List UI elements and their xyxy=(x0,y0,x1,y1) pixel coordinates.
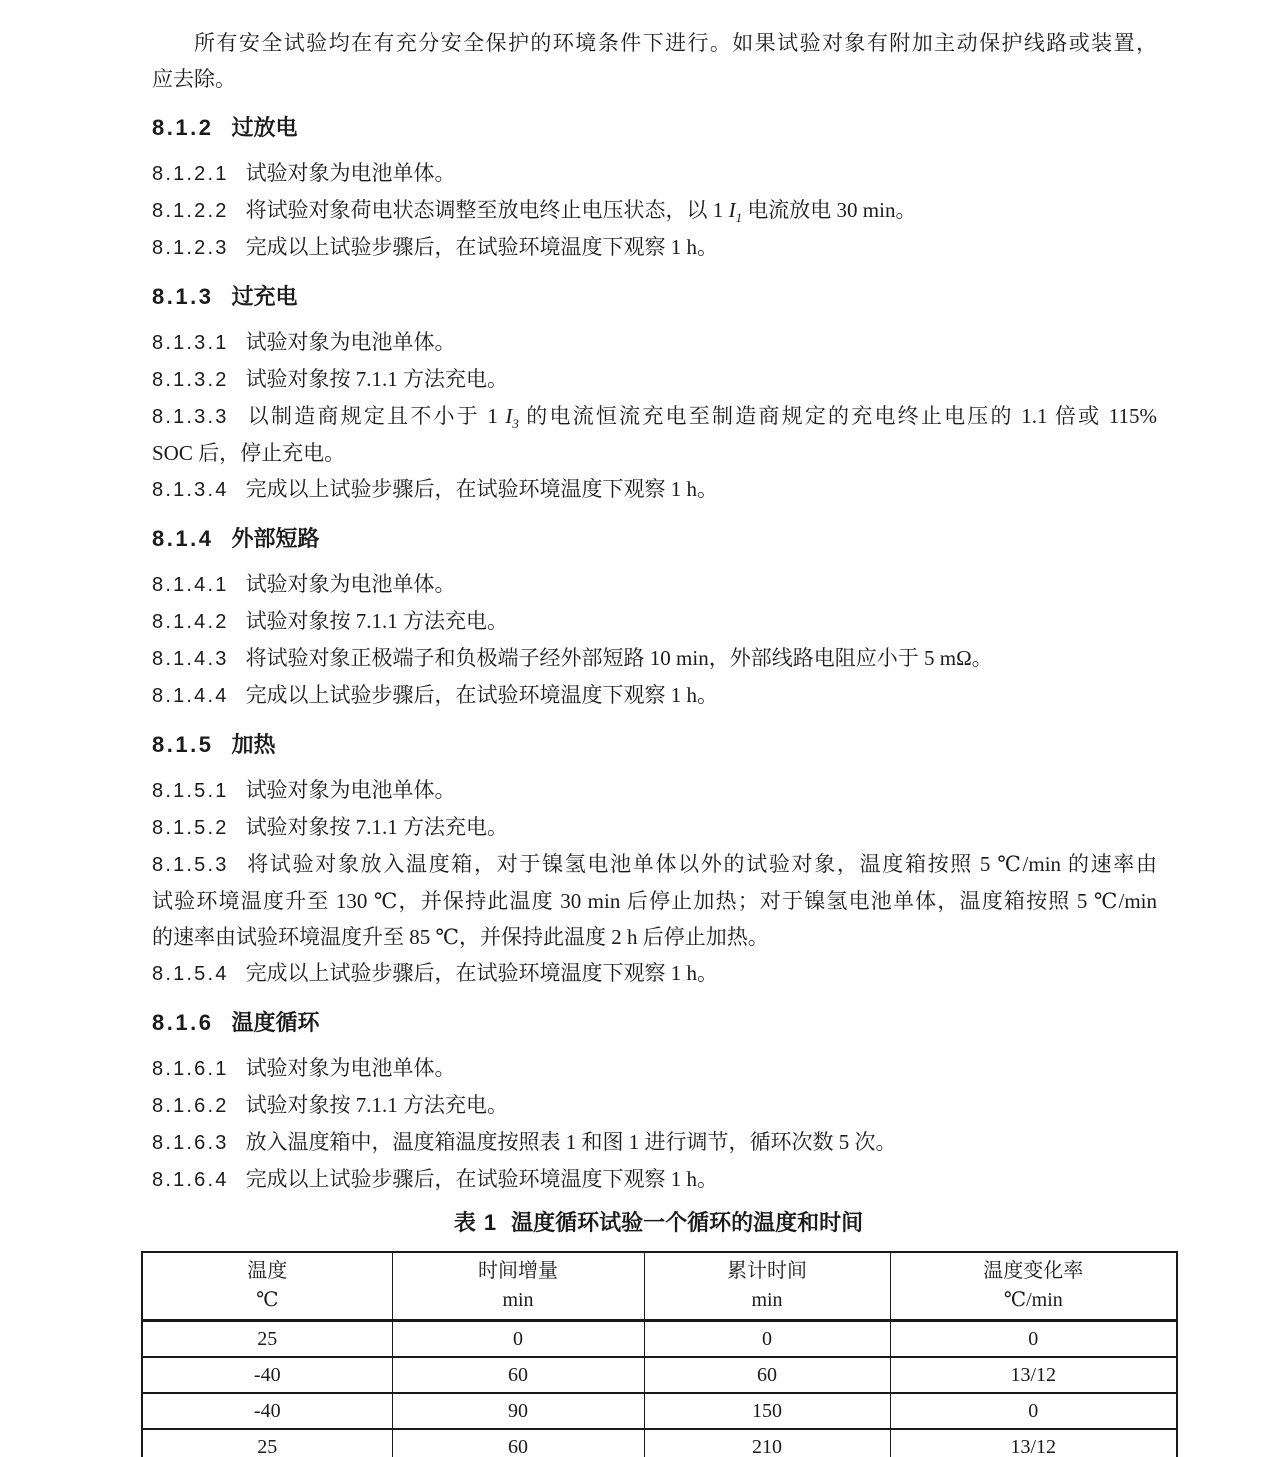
section-title: 外部短路 xyxy=(231,526,320,551)
clause xyxy=(152,192,1157,229)
clause-text: 将试验对象放入温度箱，对于镍氢电池单体以外的试验对象，温度箱按照 5 ℃/min 的速率由 xyxy=(245,852,1157,876)
column-unit: ℃/min xyxy=(1003,1289,1063,1311)
clause-text: 完成以上试验步骤后，在试验环境温度下观察 1 h。 xyxy=(245,235,719,259)
current-symbol: I xyxy=(728,198,736,222)
table-row xyxy=(142,1321,1177,1358)
table-cell: 0 xyxy=(890,1321,1177,1358)
clause-number: 8.1.2.2 xyxy=(152,200,229,222)
intro-line: 应去除。 xyxy=(152,67,236,91)
clause-text: 试验对象为电池单体。 xyxy=(245,1056,456,1080)
clause-text: 试验对象按 7.1.1 方法充电。 xyxy=(245,609,509,633)
intro-paragraph xyxy=(152,25,1157,97)
table-cell: 0 xyxy=(392,1321,644,1358)
clause-number: 8.1.3.3 xyxy=(152,406,229,428)
table-cell: 150 xyxy=(644,1393,890,1429)
clause-line: SOC 后，停止充电。 xyxy=(152,441,346,465)
clause xyxy=(152,846,1157,955)
clause-text-post: 的电流恒流充电至制造商规定的充电终止电压的 1.1 倍或 115% xyxy=(518,404,1158,428)
table-row xyxy=(142,1429,1177,1457)
table-header-temperature-change-rate xyxy=(890,1252,1177,1321)
table-cell: 0 xyxy=(644,1321,890,1358)
column-label: 温度变化率 xyxy=(983,1260,1084,1282)
table-header-cumulative-time xyxy=(644,1252,890,1321)
table-cell: 90 xyxy=(392,1393,644,1429)
table-1-temperature-cycle xyxy=(141,1251,1178,1457)
table-cell: 13/12 xyxy=(890,1357,1177,1393)
section-heading-overdischarge xyxy=(152,113,1157,143)
clause-text-pre: 以制造商规定且不小于 1 xyxy=(245,404,506,428)
clause-number: 8.1.6.4 xyxy=(152,1169,229,1191)
section-title: 过充电 xyxy=(231,284,298,309)
current-subscript: 1 xyxy=(735,210,743,226)
clause-text: 试验对象按 7.1.1 方法充电。 xyxy=(245,367,509,391)
current-subscript: 3 xyxy=(512,416,519,432)
clause-number: 8.1.5.2 xyxy=(152,817,229,839)
clause-text: 放入温度箱中，温度箱温度按照表 1 和图 1 进行调节，循环次数 5 次。 xyxy=(245,1130,897,1154)
clause-line xyxy=(152,398,1157,435)
clause-number: 8.1.5.3 xyxy=(152,854,229,876)
table-cell: 25 xyxy=(142,1429,392,1457)
clause xyxy=(152,566,1157,603)
clause-text: 将试验对象正极端子和负极端子经外部短路 10 min，外部线路电阻应小于 5 mΩ。 xyxy=(245,646,993,670)
table-cell: 60 xyxy=(644,1357,890,1393)
section-heading-overcharge xyxy=(152,282,1157,312)
clause xyxy=(152,155,1157,192)
clause-number: 8.1.4.3 xyxy=(152,648,229,670)
table-cell: -40 xyxy=(142,1357,392,1393)
clause xyxy=(152,955,1157,992)
table-cell: -40 xyxy=(142,1393,392,1429)
table-header-temperature xyxy=(142,1252,392,1321)
clause-number: 8.1.5.4 xyxy=(152,963,229,985)
clause-text xyxy=(245,198,917,226)
clause-number: 8.1.6.3 xyxy=(152,1132,229,1154)
clause xyxy=(152,1050,1157,1087)
clause-text: 试验对象为电池单体。 xyxy=(245,778,456,802)
clause-number: 8.1.4.4 xyxy=(152,685,229,707)
clause-text: 试验对象为电池单体。 xyxy=(245,330,456,354)
clause xyxy=(152,324,1157,361)
column-label: 温度 xyxy=(247,1260,288,1282)
column-label: 时间增量 xyxy=(478,1260,558,1282)
section-title: 加热 xyxy=(231,732,276,757)
clause xyxy=(152,1161,1157,1198)
clause-text: 试验对象为电池单体。 xyxy=(245,572,456,596)
column-unit: ℃ xyxy=(256,1289,279,1311)
clause-text: 试验对象按 7.1.1 方法充电。 xyxy=(245,1093,509,1117)
column-unit: min xyxy=(751,1289,783,1311)
clause-number: 8.1.4.1 xyxy=(152,574,229,596)
section-number: 8.1.6 xyxy=(152,1010,214,1035)
clause-number: 8.1.6.1 xyxy=(152,1058,229,1080)
table-cell: 25 xyxy=(142,1321,392,1358)
clause-text: 完成以上试验步骤后，在试验环境温度下观察 1 h。 xyxy=(245,961,719,985)
table-row xyxy=(142,1357,1177,1393)
clause-number: 8.1.2.3 xyxy=(152,237,229,259)
section-number: 8.1.5 xyxy=(152,732,214,757)
clause-text: 试验对象为电池单体。 xyxy=(245,161,456,185)
clause-line: 试验环境温度升至 130 ℃，并保持此温度 30 min 后停止加热；对于镍氢电池单体，温度箱按照 5 ℃/min xyxy=(152,889,1157,913)
clause xyxy=(152,471,1157,508)
clause-text: 完成以上试验步骤后，在试验环境温度下观察 1 h。 xyxy=(245,1167,719,1191)
current-symbol: I xyxy=(505,404,513,428)
clause xyxy=(152,603,1157,640)
table-caption xyxy=(141,1208,1176,1238)
table-cell: 60 xyxy=(392,1429,644,1457)
clause-text-pre: 将试验对象荷电状态调整至放电终止电压状态，以 1 xyxy=(245,198,729,222)
clause-number: 8.1.2.1 xyxy=(152,163,229,185)
section-number: 8.1.4 xyxy=(152,526,214,551)
clause-number: 8.1.6.2 xyxy=(152,1095,229,1117)
clause xyxy=(152,640,1157,677)
clause-line: 的速率由试验环境温度升至 85 ℃，并保持此温度 2 h 后停止加热。 xyxy=(152,925,769,949)
table-cell: 60 xyxy=(392,1357,644,1393)
section-number: 8.1.3 xyxy=(152,284,214,309)
clause xyxy=(152,809,1157,846)
intro-line: 所有安全试验均在有充分安全保护的环境条件下进行。如果试验对象有附加主动保护线路或装置， xyxy=(194,31,1157,55)
section-heading-temperature-cycle xyxy=(152,1008,1157,1038)
clause xyxy=(152,772,1157,809)
table-caption-number: 表 1 xyxy=(453,1210,498,1235)
clause xyxy=(152,361,1157,398)
table-caption-text: 温度循环试验一个循环的温度和时间 xyxy=(511,1210,864,1235)
clause-number: 8.1.3.4 xyxy=(152,479,229,501)
section-heading-heating xyxy=(152,730,1157,760)
clause-text-post: 电流放电 30 min。 xyxy=(742,198,917,222)
clause-number: 8.1.3.1 xyxy=(152,332,229,354)
table-cell: 13/12 xyxy=(890,1429,1177,1457)
clause xyxy=(152,1124,1157,1161)
clause-number: 8.1.4.2 xyxy=(152,611,229,633)
clause-text: 完成以上试验步骤后，在试验环境温度下观察 1 h。 xyxy=(245,683,719,707)
clause-text: 完成以上试验步骤后，在试验环境温度下观察 1 h。 xyxy=(245,477,719,501)
section-title: 过放电 xyxy=(231,115,298,140)
section-number: 8.1.2 xyxy=(152,115,214,140)
column-label: 累计时间 xyxy=(727,1260,807,1282)
section-title: 温度循环 xyxy=(231,1010,320,1035)
clause-number: 8.1.5.1 xyxy=(152,780,229,802)
table-cell: 0 xyxy=(890,1393,1177,1429)
clause xyxy=(152,677,1157,714)
column-unit: min xyxy=(502,1289,534,1311)
table-header-row xyxy=(142,1252,1177,1321)
section-heading-external-short-circuit xyxy=(152,524,1157,554)
clause-number: 8.1.3.2 xyxy=(152,369,229,391)
clause xyxy=(152,229,1157,266)
clause xyxy=(152,398,1157,471)
clause-text: 试验对象按 7.1.1 方法充电。 xyxy=(245,815,509,839)
clause-line xyxy=(152,846,1157,883)
clause xyxy=(152,1087,1157,1124)
table-cell: 210 xyxy=(644,1429,890,1457)
table-header-time-increment xyxy=(392,1252,644,1321)
table-row xyxy=(142,1393,1177,1429)
